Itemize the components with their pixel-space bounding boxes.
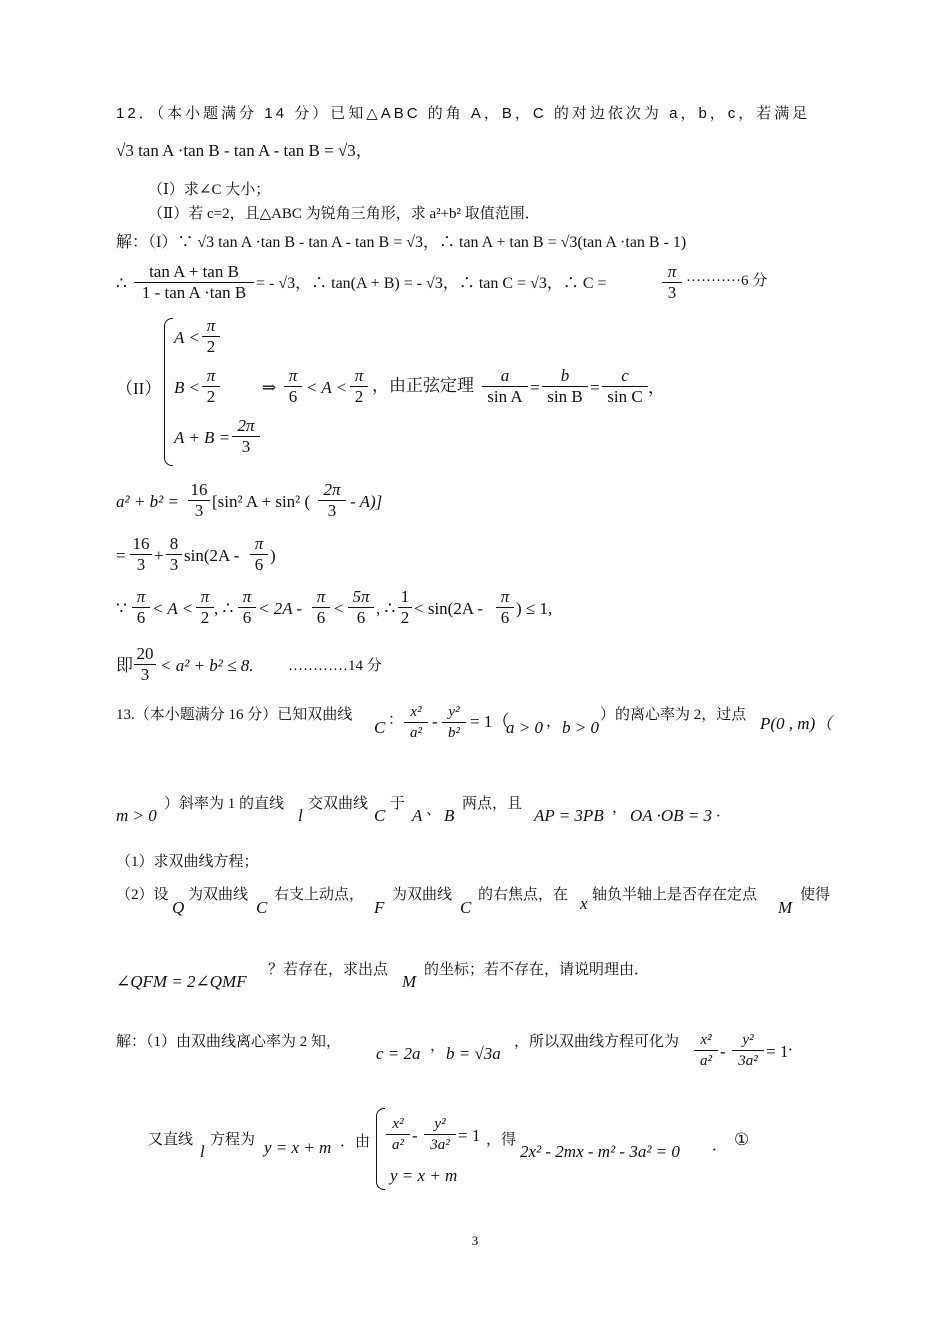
- frac-8-3: [166, 534, 182, 575]
- frac-den: sin C: [607, 387, 643, 406]
- frac-x2-a2: [404, 702, 428, 743]
- e2-sin: sin(2A -: [184, 546, 240, 565]
- frac-b-sinB: [542, 366, 588, 407]
- frac-den: 2: [206, 387, 216, 406]
- frac-den: 2: [200, 608, 210, 627]
- p12-condition: √3 tan A ·tan B - tan A - tan B = √3，: [116, 141, 373, 160]
- frac-num: x²: [392, 1116, 404, 1132]
- frac-den: 3a²: [738, 1053, 758, 1069]
- p13-q2-x: x: [580, 894, 588, 913]
- e3-c: < 2A -: [258, 599, 303, 618]
- page-number: 3: [471, 1233, 479, 1248]
- p13-h2-t3: 于: [390, 796, 406, 812]
- frac-den: b²: [448, 725, 460, 741]
- frac-num: π: [288, 366, 298, 385]
- e3-e: , ∴: [376, 599, 396, 618]
- p13-s2-dot: ．: [712, 1138, 728, 1154]
- sys-mid: < A <: [306, 378, 348, 397]
- p13-s2-t2: 方程为: [210, 1132, 256, 1148]
- p13-s1-comma: ，: [430, 1038, 446, 1054]
- p13-s2-t1: 又直线: [148, 1132, 194, 1148]
- p13-s1-c: c = 2a: [376, 1044, 421, 1063]
- frac-pi2-d: [196, 587, 214, 628]
- frac-16-3-b: [130, 534, 152, 575]
- p13-h2-OA: OA ·OB = 3: [630, 806, 712, 825]
- p13-s2-result: 2x² - 2mx - m² - 3a² = 0: [520, 1142, 680, 1161]
- e3-pre: ∵: [116, 599, 127, 618]
- frac-20-3: [134, 644, 156, 685]
- frac-2pi3-b: [318, 480, 346, 521]
- frac-2pi3: [232, 416, 260, 457]
- p13-q3-t1: ？若存在，求出点: [268, 962, 389, 978]
- frac-a-sinA: [482, 366, 528, 407]
- p13-s2-eq: y = x + m: [264, 1138, 332, 1157]
- frac-den: 2: [206, 337, 216, 356]
- p13-h1-eq1: = 1（: [470, 712, 510, 731]
- p13-q2-F: F: [374, 898, 385, 917]
- frac-y2-3a2: [732, 1030, 764, 1071]
- frac-den: 6: [254, 555, 264, 574]
- frac-pi6: [284, 366, 302, 407]
- p13-h2-AP: AP = 3PB: [534, 806, 604, 825]
- p13-q2-C: C: [256, 898, 268, 917]
- frac-num: π: [242, 587, 252, 606]
- frac-den: 3a²: [430, 1137, 450, 1153]
- e1-mid: [sin² A + sin² (: [212, 492, 311, 511]
- p12-score-6: ···········6 分: [686, 273, 768, 289]
- frac-num: 20: [136, 644, 154, 663]
- p12-system-label: （II）: [116, 379, 162, 398]
- e3-a: < A <: [152, 599, 194, 618]
- p13-s2-t4: ，得: [486, 1132, 517, 1148]
- frac-den: 1 - tan A ·tan B: [141, 283, 247, 302]
- e4-pre: 即: [116, 656, 133, 675]
- p13-h1-t2: ）的离心率为 2，过点: [600, 707, 747, 723]
- frac-den: 6: [136, 608, 146, 627]
- e2-pre: =: [116, 546, 126, 565]
- p13-h2-t5: 两点，且: [462, 796, 523, 812]
- p13-question-1: （1）求双曲线方程；: [116, 854, 259, 870]
- p13-h1-cond2: b > 0: [562, 718, 599, 737]
- p13-h2-t1: ）斜率为 1 的直线: [164, 796, 285, 812]
- e1-pre: a² + b² =: [116, 492, 179, 511]
- frac-den: 3: [169, 555, 179, 574]
- sys-row-1: A <: [174, 328, 200, 347]
- sys-row-3: A + B =: [174, 428, 231, 447]
- frac-c-sinC: [602, 366, 648, 407]
- p13-h2-t2: 交双曲线: [308, 796, 369, 812]
- p12-frac-pi3: [662, 262, 682, 303]
- law-eq-1: =: [530, 378, 540, 397]
- frac-den: a²: [700, 1053, 712, 1069]
- p13-h1-P: P(0 , m)（: [760, 714, 833, 733]
- frac-y2-b2: [442, 702, 466, 743]
- p13-h2-dot: ．: [716, 804, 732, 820]
- frac-den: a²: [410, 725, 422, 741]
- frac-pi6-d: [238, 587, 256, 628]
- frac-den: 6: [288, 387, 298, 406]
- frac-den: 3: [140, 665, 150, 684]
- law-end: ，: [648, 378, 665, 397]
- p13-h1-C: C: [374, 718, 386, 737]
- frac-y2-3a2-b: [424, 1114, 456, 1155]
- frac-num: π: [200, 587, 210, 606]
- p13-h2-comma: ，: [612, 800, 628, 816]
- frac-num: y²: [434, 1116, 446, 1132]
- frac-den: sin B: [547, 387, 583, 406]
- p13-h2-A: A: [412, 806, 423, 825]
- p12-question-1: （Ⅰ）求∠C 大小；: [148, 182, 271, 198]
- sys-arrow: ⇒: [262, 378, 277, 397]
- frac-den: 3: [667, 283, 677, 302]
- frac-num: 2π: [237, 416, 255, 435]
- p13-h2-l: l: [298, 806, 303, 825]
- frac-den: 6: [316, 608, 326, 627]
- sys-row-2: B <: [174, 378, 201, 397]
- frac-num: tan A + tan B: [149, 262, 239, 281]
- frac-den: a²: [392, 1137, 404, 1153]
- frac-pi2-c: [350, 366, 368, 407]
- p12-solution-1b: = - √3，∴ tan(A + B) = - √3，∴ tan C = √3，∴ C =: [256, 275, 607, 292]
- p13-q3-M: M: [402, 972, 417, 991]
- p12-solution-1a: 解：（I）∵ √3 tan A ·tan B - tan A - tan B = √3，∴ tan A + tan B = √3(tan A ·tan B - 1): [116, 234, 687, 251]
- p13-q2-t7: 使得: [800, 887, 831, 903]
- p13-s1-dot: ．: [788, 1038, 804, 1054]
- frac-16-3: [188, 480, 210, 521]
- p13-q2-t5: 的右焦点，在: [478, 887, 569, 903]
- frac-den: 6: [242, 608, 252, 627]
- frac-den: 3: [136, 555, 146, 574]
- p13-s1-t1: 解：（1）由双曲线离心率为 2 知，: [116, 1034, 342, 1050]
- e3-d: <: [334, 599, 344, 618]
- frac-num: π: [206, 366, 216, 385]
- frac-x2-a2-b: [694, 1030, 718, 1071]
- frac-den: 2: [400, 608, 410, 627]
- frac-den: 3: [327, 501, 337, 520]
- p13-q2-Q: Q: [172, 898, 185, 917]
- p13-s2-t3: ．由: [340, 1134, 371, 1150]
- frac-num: π: [316, 587, 326, 606]
- p13-s1-b: b = √3a: [446, 1044, 501, 1063]
- frac-num: π: [136, 587, 146, 606]
- p13-q2-t3: 右支上动点，: [274, 887, 365, 903]
- frac-num: y²: [742, 1032, 754, 1048]
- frac-num: 5π: [352, 587, 370, 606]
- frac-pi2-b: [202, 366, 220, 407]
- p13-q2-t2: 为双曲线: [188, 887, 249, 903]
- p13-h2-C: C: [374, 806, 386, 825]
- p13-q2-t1: （2）设: [116, 887, 169, 903]
- frac-num: π: [254, 534, 264, 553]
- frac-den: 3: [194, 501, 204, 520]
- p13-s1-eq: = 1: [766, 1042, 789, 1061]
- p13-s2-sys-eq1: = 1: [458, 1126, 481, 1145]
- frac-1-2: [398, 587, 412, 628]
- frac-num: b: [560, 366, 570, 385]
- p13-q2-C2: C: [460, 898, 472, 917]
- e3-f: < sin(2A -: [414, 599, 484, 618]
- p13-h1-colon: ：: [388, 712, 404, 728]
- frac-den: sin A: [487, 387, 523, 406]
- frac-num: π: [206, 316, 216, 335]
- p13-h2-t4: 、: [426, 802, 442, 818]
- frac-pi6-b: [250, 534, 268, 575]
- system-brace: [164, 318, 173, 466]
- frac-pi6-c: [132, 587, 150, 628]
- p12-question-2: （Ⅱ）若 c=2，且△ABC 为锐角三角形，求 a²+b² 取值范围．: [148, 206, 540, 222]
- p13-q2-t4: 为双曲线: [392, 887, 453, 903]
- frac-num: π: [500, 587, 510, 606]
- frac-den: 6: [500, 608, 510, 627]
- p13-h1-text: 13.（本小题满分 16 分）已知双曲线: [116, 707, 353, 723]
- frac-pi2-a: [202, 316, 220, 357]
- e3-g: ) ≤ 1,: [516, 599, 553, 618]
- frac-num: 16: [132, 534, 150, 553]
- frac-num: c: [621, 366, 629, 385]
- frac-num: 8: [169, 534, 179, 553]
- frac-5pi6: [348, 587, 374, 628]
- e3-b: , ∴: [214, 599, 234, 618]
- p13-q2-M: M: [778, 898, 793, 917]
- p13-s2-minus: -: [412, 1126, 418, 1145]
- p13-h2-B: B: [444, 806, 455, 825]
- p13-h1-minus: -: [432, 712, 438, 731]
- frac-pi6-e: [312, 587, 330, 628]
- p12-header: 12．（本小题满分 14 分）已知△ABC 的角 A，B，C 的对边依次为 a，b，c，若满足: [116, 105, 811, 122]
- p13-s2-l: l: [200, 1142, 205, 1161]
- frac-x2-a2-c: [386, 1114, 410, 1155]
- p13-q2-t6: 轴负半轴上是否存在定点: [592, 887, 758, 903]
- p13-s2-sys-eq2: y = x + m: [390, 1166, 458, 1185]
- system-brace-2: [376, 1108, 385, 1190]
- frac-num: y²: [448, 704, 460, 720]
- frac-den: 2: [354, 387, 364, 406]
- e1-end: - A)]: [350, 492, 383, 511]
- frac-num: 16: [190, 480, 208, 499]
- p13-s1-t2: ，所以双曲线方程可化为: [514, 1034, 680, 1050]
- p13-s2-circled-1: ①: [734, 1130, 750, 1149]
- p13-q3-angle: ∠QFM = 2∠QMF: [116, 972, 247, 991]
- law-eq-2: =: [590, 378, 600, 397]
- frac-num: π: [667, 262, 677, 281]
- frac-num: x²: [700, 1032, 712, 1048]
- frac-num: a: [500, 366, 510, 385]
- p12-score-14: …………14 分: [288, 658, 382, 674]
- sys-text: ，由正弦定理: [372, 376, 474, 395]
- e2-end: ): [270, 546, 276, 565]
- frac-num: x²: [410, 704, 422, 720]
- p12-therefore: ∴: [116, 274, 127, 293]
- frac-den: 6: [356, 608, 366, 627]
- p13-q3-t2: 的坐标；若不存在，请说明理由．: [424, 962, 650, 978]
- p13-h1-comma: ，: [546, 714, 562, 730]
- frac-pi6-f: [496, 587, 514, 628]
- p12-frac-tan: [134, 262, 254, 303]
- e2-plus: +: [154, 546, 164, 565]
- frac-num: π: [354, 366, 364, 385]
- frac-den: 3: [241, 437, 251, 456]
- p13-s1-minus: -: [720, 1042, 726, 1061]
- p13-h1-cond1: a > 0: [506, 718, 543, 737]
- e4-mid: < a² + b² ≤ 8.: [160, 656, 254, 675]
- frac-num: 2π: [323, 480, 341, 499]
- frac-num: 1: [400, 587, 410, 606]
- p13-h2-m: m > 0: [116, 806, 157, 825]
